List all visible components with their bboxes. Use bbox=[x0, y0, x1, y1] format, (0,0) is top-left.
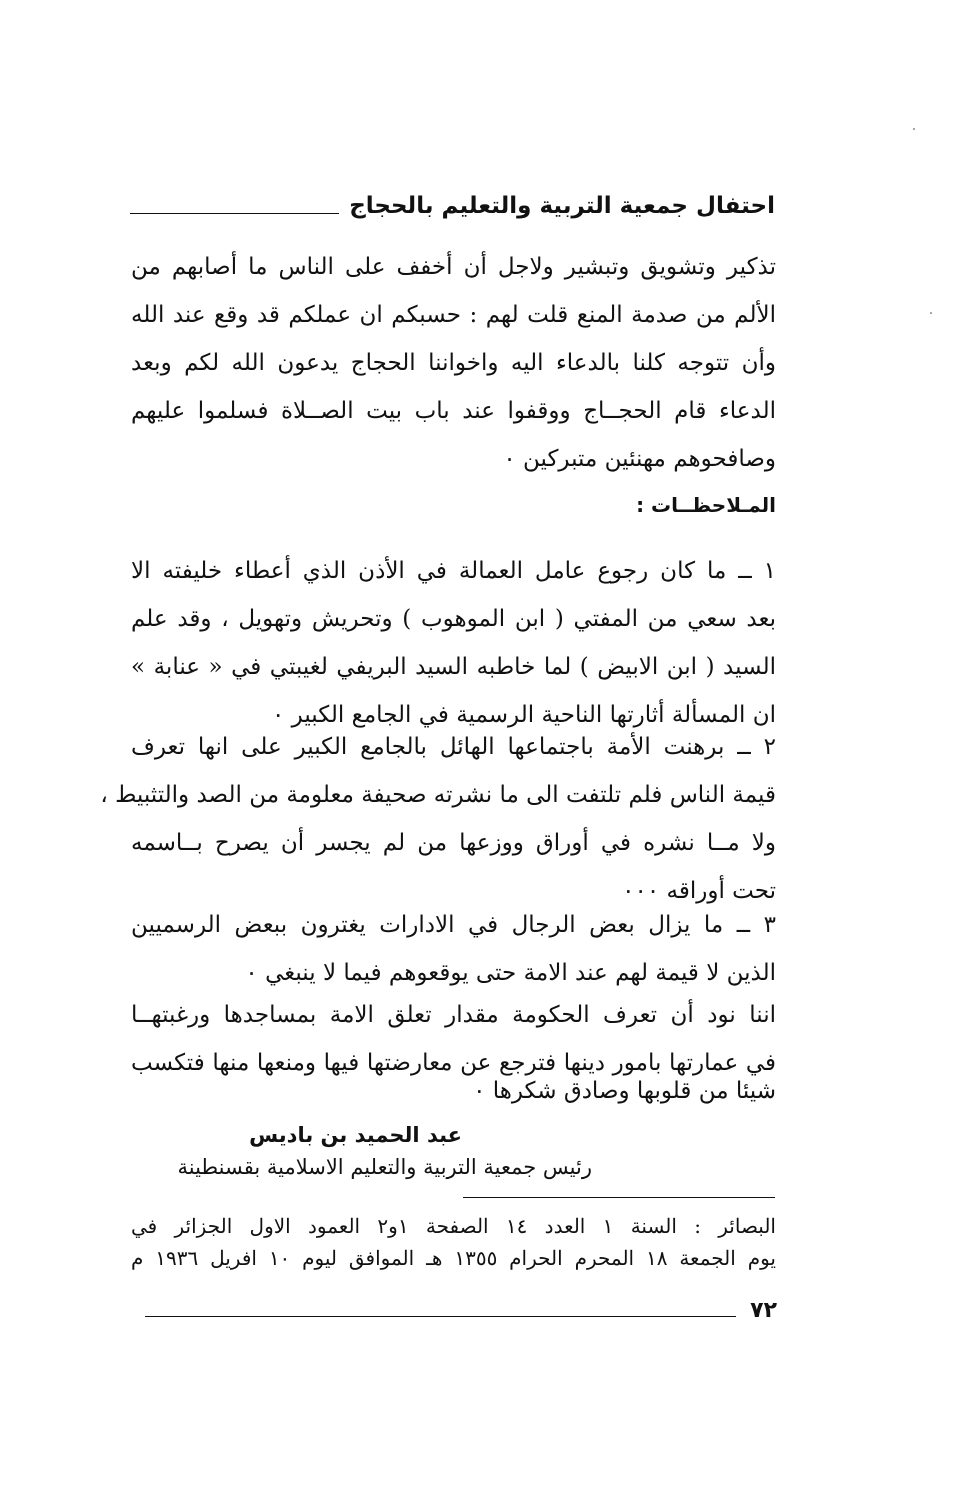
paragraph-1-line: وصافحوهم مهنئين متبركين ٠ bbox=[503, 446, 776, 472]
paragraph-1-line: وأن تتوجه كلنا بالدعاء اليه واخواننا الحجاج يدعون الله لكم وبعد bbox=[131, 350, 776, 376]
note-1-line: السيد ( ابن الابيض ) لما خاطبه السيد البريفي لغيبتي في « عنابة » bbox=[131, 654, 776, 680]
closing-line: اننا نود أن تعرف الحكومة مقدار تعلق الامة بمساجدها ورغبتهــا bbox=[131, 1002, 776, 1028]
note-3-line: الذين لا قيمة لهم عند الامة حتى يوقعوهم فيما لا ينبغي ٠ bbox=[245, 960, 776, 986]
closing-line: في عمارتها بامور دينها فترجع عن معارضتها فيها ومنعها منها فتكسب bbox=[131, 1050, 776, 1076]
signature-title: رئيس جمعية التربية والتعليم الاسلامية بقسنطينة bbox=[177, 1155, 592, 1179]
footnote-line: البصائر : السنة ١ العدد ١٤ الصفحة ١و٢ العمود الاول الجزائر في bbox=[131, 1214, 776, 1238]
header-rule bbox=[130, 213, 339, 214]
footnote-line: يوم الجمعة ١٨ المحرم الحرام ١٣٥٥ هـ الموافق ليوم ١٠ افريل ١٩٣٦ م bbox=[131, 1246, 776, 1270]
page-footer bbox=[145, 1292, 777, 1328]
section-title: المـلاحظــات : bbox=[636, 493, 776, 517]
note-2-line: تحت أوراقه ٠٠٠ bbox=[622, 878, 776, 904]
paragraph-1-line: تذكير وتشويق وتبشير ولاجل أن أخفف على الناس ما أصابهم من bbox=[131, 254, 776, 280]
note-1-line: ان المسألة أثارتها الناحية الرسمية في الجامع الكبير ٠ bbox=[271, 702, 776, 728]
paragraph-1-line: الألم من صدمة المنع قلت لهم : حسبكم ان عملكم قد وقع عند الله bbox=[131, 302, 776, 328]
footnote-rule bbox=[463, 1197, 775, 1198]
footer-rule bbox=[145, 1316, 736, 1317]
closing-line: شيئا من قلوبها وصادق شكرها ٠ bbox=[473, 1078, 776, 1104]
running-header bbox=[130, 186, 775, 226]
signature-name: عبد الحميد بن باديس bbox=[249, 1123, 462, 1147]
note-1-line: بعد سعي من المفتي ( ابن الموهوب ) وتحريش وتهويل ، وقد علم bbox=[131, 606, 776, 632]
note-1-line: ١ ــ ما كان رجوع عامل العمالة في الأذن الذي أعطاء خليفته الا bbox=[131, 558, 776, 584]
page-number: ٧٢ bbox=[750, 1297, 777, 1323]
header-title: احتفال جمعية التربية والتعليم بالحجاج bbox=[349, 193, 775, 219]
scan-speck bbox=[930, 312, 932, 314]
scan-speck bbox=[913, 128, 915, 130]
note-2-line: قيمة الناس فلم تلتفت الى ما نشرته صحيفة معلومة من الصد والتثبيط ، bbox=[100, 782, 776, 808]
note-2-line: ٢ ــ برهنت الأمة باجتماعها الهائل بالجامع الكبير على انها تعرف bbox=[131, 734, 776, 760]
note-2-line: ولا مــا نشره في أوراق ووزعها من لم يجسر أن يصرح بــاسمه bbox=[131, 830, 776, 856]
paragraph-1-line: الدعاء قام الحجــاج ووقفوا عند باب بيت الصــلاة فسلموا عليهم bbox=[131, 398, 776, 424]
note-3-line: ٣ ــ ما يزال بعض الرجال في الادارات يغترون ببعض الرسميين bbox=[131, 912, 776, 938]
